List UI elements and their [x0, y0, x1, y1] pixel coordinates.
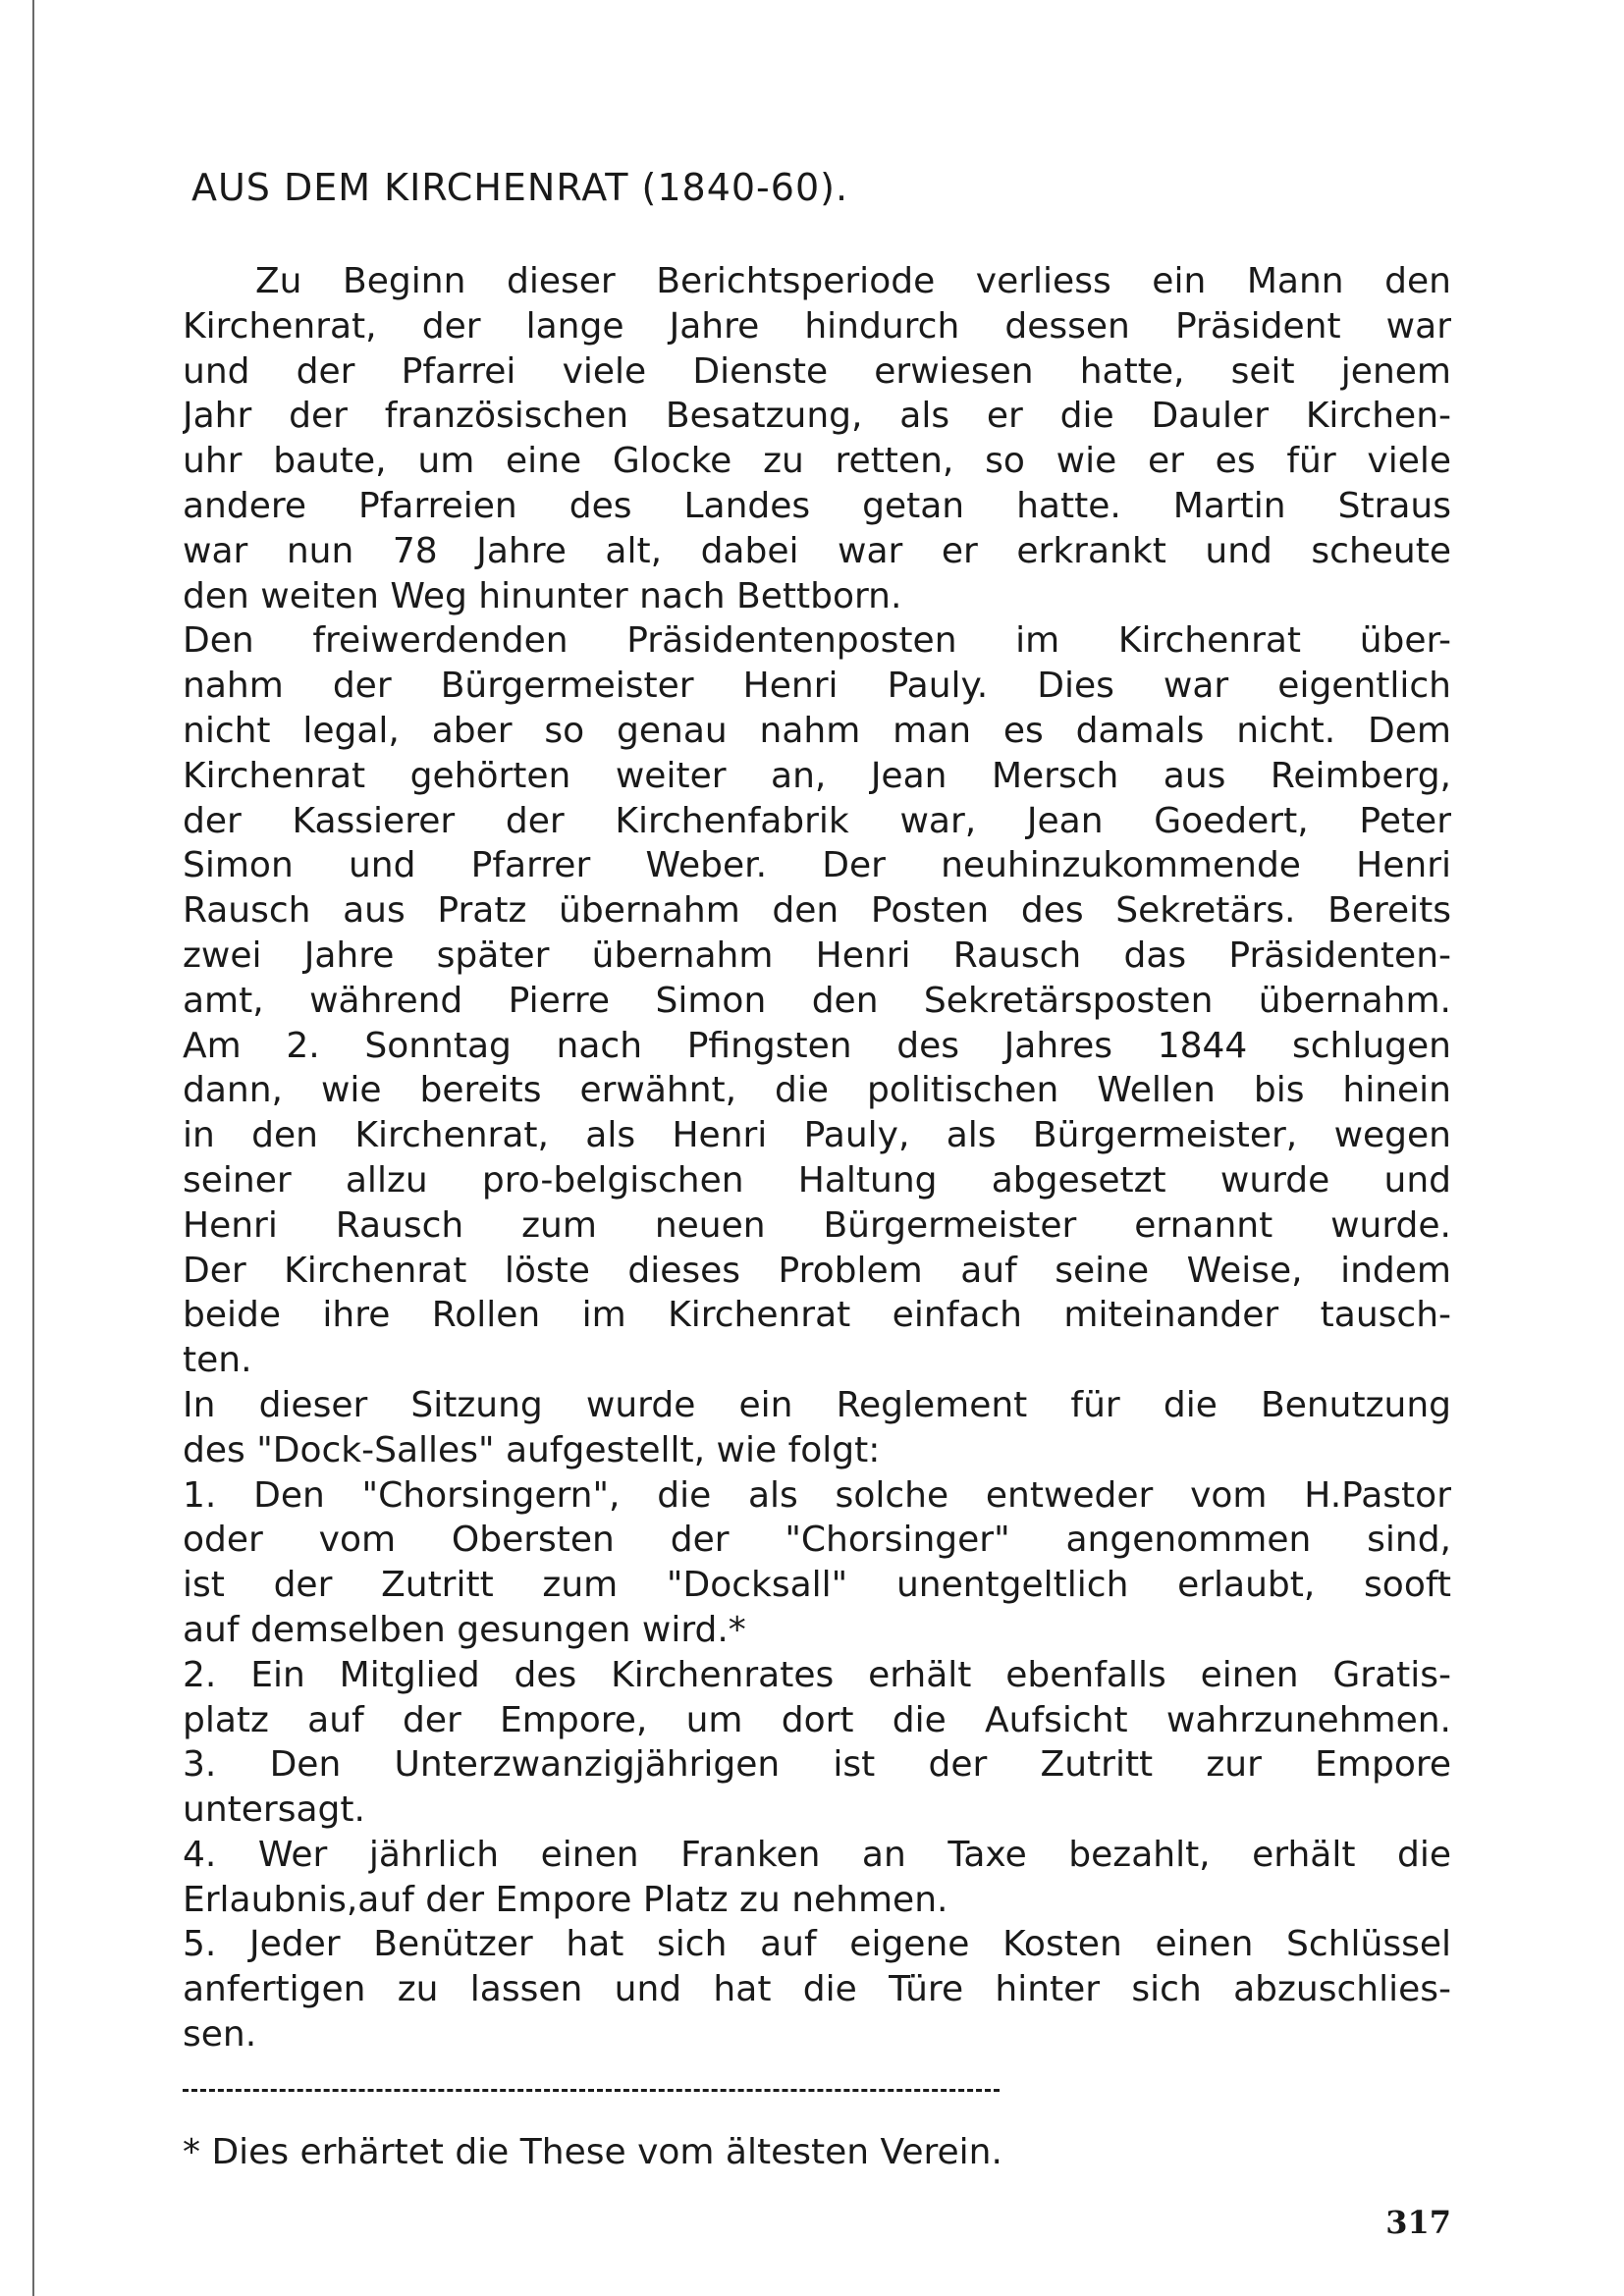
- text-line: seiner allzu pro-belgischen Haltung abgesetzt wurde und: [183, 1159, 1451, 1201]
- list-item-1-line: ist der Zutritt zum "Docksall" unentgeltlich erlaubt, sooft: [183, 1565, 1451, 1606]
- text-line: beide ihre Rollen im Kirchenrat einfach miteinander tausch-: [183, 1295, 1451, 1336]
- text-line: und der Pfarrei viele Dienste erwiesen hatte, seit jenem: [183, 350, 1451, 392]
- footnote-separator: [183, 2089, 1000, 2092]
- text-line: uhr baute, um eine Glocke zu retten, so wie er es für viele: [183, 441, 1451, 482]
- list-item-4-line: Erlaubnis,auf der Empore Platz zu nehmen.: [183, 1879, 948, 1920]
- text-line: des "Dock-Salles" aufgestellt, wie folgt:: [183, 1429, 881, 1470]
- page-number: 317: [1385, 2204, 1451, 2241]
- page-binding-edge: [32, 0, 34, 2296]
- body-text: [183, 259, 1451, 2057]
- text-line: Rausch aus Pratz übernahm den Posten des Sekretärs. Bereits: [183, 890, 1451, 932]
- list-item-5-line: sen.: [183, 2014, 257, 2056]
- text-line: Den freiwerdenden Präsidentenposten im Kirchenrat über-: [183, 620, 1451, 662]
- list-item-5-line: 5. Jeder Benützer hat sich auf eigene Kosten einen Schlüssel: [183, 1924, 1451, 1965]
- text-line: Henri Rausch zum neuen Bürgermeister ernannt wurde.: [183, 1204, 1451, 1246]
- list-item-2-line: platz auf der Empore, um dort die Aufsicht wahrzunehmen.: [183, 1699, 1451, 1740]
- text-line: amt, während Pierre Simon den Sekretärsposten übernahm.: [183, 980, 1451, 1021]
- text-line: nicht legal, aber so genau nahm man es damals nicht. Dem: [183, 710, 1451, 751]
- text-line: dann, wie bereits erwähnt, die politischen Wellen bis hinein: [183, 1070, 1451, 1111]
- list-item-1-line: 1. Den "Chorsingern", die als solche entweder vom H.Pastor: [183, 1474, 1451, 1516]
- text-line: den weiten Weg hinunter nach Bettborn.: [183, 575, 902, 616]
- text-line: andere Pfarreien des Landes getan hatte. Martin Straus: [183, 485, 1451, 526]
- list-item-1-line: auf demselben gesungen wird.*: [183, 1609, 746, 1650]
- text-line: Zu Beginn dieser Berichtsperiode verliess ein Mann den: [255, 261, 1451, 301]
- list-item-5-line: anfertigen zu lassen und hat die Türe hinter sich abzuschlies-: [183, 1969, 1451, 2010]
- text-line: In dieser Sitzung wurde ein Reglement für die Benutzung: [183, 1384, 1451, 1425]
- text-line: Simon und Pfarrer Weber. Der neuhinzukommende Henri: [183, 845, 1451, 886]
- list-item-2-line: 2. Ein Mitglied des Kirchenrates erhält ebenfalls einen Gratis-: [183, 1654, 1451, 1695]
- text-line: Jahr der französischen Besatzung, als er die Dauler Kirchen-: [183, 396, 1451, 437]
- text-line: ten.: [183, 1340, 252, 1381]
- text-line: war nun 78 Jahre alt, dabei war er erkrankt und scheute: [183, 530, 1451, 571]
- text-line: nahm der Bürgermeister Henri Pauly. Dies war eigentlich: [183, 666, 1451, 707]
- text-line: Am 2. Sonntag nach Pfingsten des Jahres 1844 schlugen: [183, 1025, 1451, 1066]
- text-line: Kirchenrat gehörten weiter an, Jean Mersch aus Reimberg,: [183, 755, 1451, 796]
- footnote: * Dies erhärtet die These vom ältesten Verein.: [183, 2132, 1002, 2172]
- text-line: zwei Jahre später übernahm Henri Rausch das Präsidenten-: [183, 934, 1451, 976]
- list-item-4-line: 4. Wer jährlich einen Franken an Taxe bezahlt, erhält die: [183, 1834, 1451, 1875]
- text-line: in den Kirchenrat, als Henri Pauly, als Bürgermeister, wegen: [183, 1115, 1451, 1156]
- list-item-1-line: oder vom Obersten der "Chorsinger" angenommen sind,: [183, 1520, 1451, 1561]
- text-line: der Kassierer der Kirchenfabrik war, Jean Goedert, Peter: [183, 800, 1451, 841]
- text-line: Der Kirchenrat löste dieses Problem auf seine Weise, indem: [183, 1250, 1451, 1291]
- list-item-3-line: 3. Den Unterzwanzigjährigen ist der Zutritt zur Empore: [183, 1744, 1451, 1786]
- text-line: Kirchenrat, der lange Jahre hindurch dessen Präsident war: [183, 305, 1451, 347]
- list-item-3-line: untersagt.: [183, 1789, 365, 1831]
- page-title: AUS DEM KIRCHENRAT (1840-60).: [191, 166, 849, 209]
